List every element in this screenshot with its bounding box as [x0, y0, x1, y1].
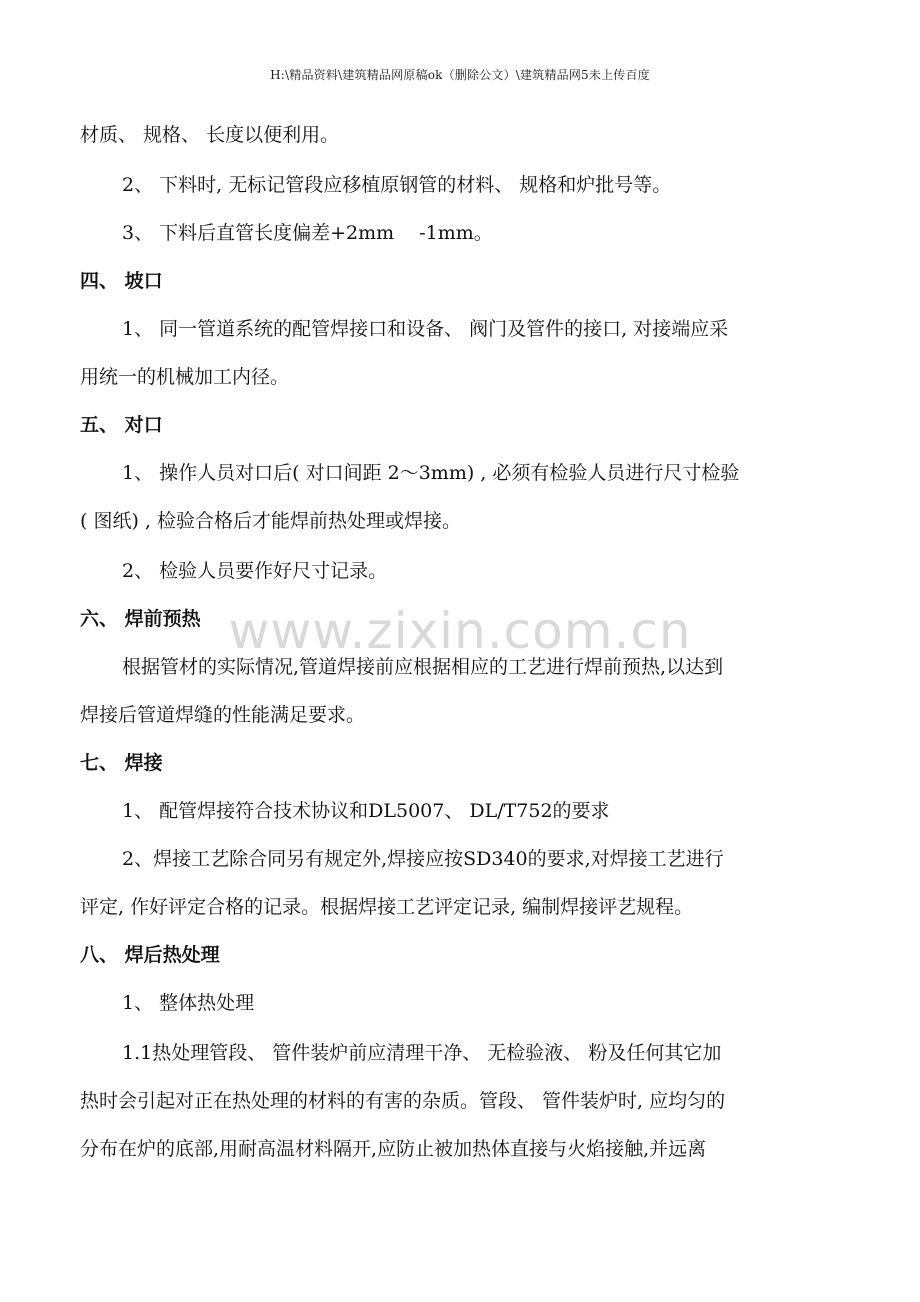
section-heading: 六、 焊前预热 — [80, 608, 201, 630]
body-line: 分布在炉的底部,用耐高温材料隔开,应防止被加热体直接与火焰接触,并远离 — [80, 1138, 707, 1160]
body-line: 热时会引起对正在热处理的材料的有害的杂质。管段、 管件装炉时, 应均匀的 — [80, 1090, 726, 1112]
body-line: 材质、 规格、 长度以便利用。 — [80, 124, 340, 146]
body-line: 1.1热处理管段、 管件装炉前应清理干净、 无检验液、 粉及任何其它加 — [122, 1042, 722, 1064]
body-line: 2、 检验人员要作好尺寸记录。 — [122, 560, 388, 582]
body-line: 1、 操作人员对口后( 对口间距 2～3mm) , 必须有检验人员进行尺寸检验 — [122, 462, 740, 484]
body-line: 评定, 作好评定合格的记录。根据焊接工艺评定记录, 编制焊接评艺规程。 — [80, 896, 694, 918]
watermark: www.zixin.com.cn — [228, 602, 692, 660]
body-line: 2、焊接工艺除合同另有规定外,焊接应按SD340的要求,对焊接工艺进行 — [122, 848, 724, 870]
body-line: 1、 整体热处理 — [122, 992, 255, 1014]
body-line: ( 图纸) , 检验合格后才能焊前热处理或焊接。 — [80, 510, 461, 532]
body-line: 3、 下料后直管长度偏差+2mm -1mm。 — [122, 222, 493, 244]
section-heading: 四、 坡口 — [80, 270, 163, 292]
section-heading: 七、 焊接 — [80, 752, 163, 774]
body-line: 用统一的机械加工内径。 — [80, 366, 290, 388]
section-heading: 八、 焊后热处理 — [80, 944, 220, 966]
body-line: 焊接后管道焊缝的性能满足要求。 — [80, 704, 366, 726]
section-heading: 五、 对口 — [80, 414, 163, 436]
header-file-path: H:\精品资料\建筑精品网原稿ok（删除公文）\建筑精品网5未上传百度 — [270, 68, 650, 82]
body-line: 1、 同一管道系统的配管焊接口和设备、 阀门及管件的接口, 对接端应采 — [122, 318, 729, 340]
body-line: 根据管材的实际情况,管道焊接前应根据相应的工艺进行焊前预热,以达到 — [122, 656, 724, 678]
body-line: 2、 下料时, 无标记管段应移植原钢管的材料、 规格和炉批号等。 — [122, 174, 672, 196]
body-line: 1、 配管焊接符合技术协议和DL5007、 DL/T752的要求 — [122, 800, 610, 822]
